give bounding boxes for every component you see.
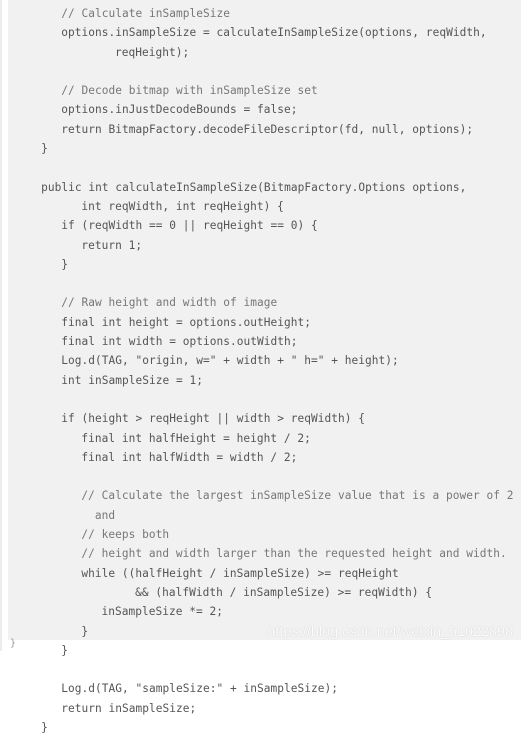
code-line: reqHeight); [114, 45, 190, 59]
code-line: } [41, 142, 48, 156]
code-line: public int calculateInSampleSize(BitmapFactory.Options options, [41, 180, 467, 194]
trailing-brace: } [10, 638, 17, 649]
code-line: && (halfWidth / inSampleSize) >= reqWidth) { [135, 585, 433, 599]
code-line: final int height = options.outHeight; [61, 315, 312, 329]
code-comment-line: // keeps both [81, 528, 170, 542]
code-comment-line: // Raw height and width of image [61, 296, 278, 310]
code-line [8, 62, 518, 81]
code-line: final int width = options.outWidth; [61, 335, 298, 349]
code-comment-line: and [94, 508, 116, 522]
code-line: return inSampleSize; [61, 701, 197, 715]
code-line: int inSampleSize = 1; [61, 373, 204, 387]
code-line: options.inSampleSize = calculateInSampleSize(options, reqWidth, [61, 26, 487, 40]
code-line: Log.d(TAG, "sampleSize:" + inSampleSize); [61, 682, 339, 696]
code-line: if (reqWidth == 0 || reqHeight == 0) { [61, 219, 318, 233]
code-line [8, 467, 518, 486]
code-line [8, 660, 518, 679]
code-line: int reqWidth, int reqHeight) { [81, 199, 284, 213]
code-line: } [81, 624, 89, 638]
code-line: return 1; [81, 238, 143, 252]
code-line: while ((halfHeight / inSampleSize) >= reqHeight [81, 566, 399, 580]
code-line: Log.d(TAG, "origin, w=" + width + " h=" + height); [61, 354, 399, 368]
code-comment-line: // Decode bitmap with inSampleSize set [61, 84, 318, 98]
code-line: final int halfWidth = width / 2; [81, 450, 298, 464]
code-line: return BitmapFactory.decodeFileDescriptor(fd, null, options); [61, 122, 474, 136]
code-block [8, 0, 521, 734]
code-line: inSampleSize *= 2; [101, 605, 224, 619]
watermark-url: https://blog.csdn.net/weixin_51022898 [267, 623, 513, 639]
code-comment-line: // Calculate the largest inSampleSize value that is a power of 2 [81, 489, 514, 503]
code-line [8, 274, 518, 293]
code-line: } [61, 643, 68, 657]
code-line: } [41, 720, 48, 734]
code-line: final int halfHeight = height / 2; [81, 431, 311, 445]
page-left-edge [0, 0, 2, 651]
code-line [8, 390, 518, 409]
code-line [8, 158, 518, 177]
code-line: } [61, 257, 68, 271]
code-line: options.inJustDecodeBounds = false; [61, 103, 298, 117]
code-comment-line: // height and width larger than the requested height and width. [81, 547, 507, 561]
code-comment-line: // Calculate inSampleSize [61, 7, 231, 20]
code-line: if (height > reqHeight || width > reqWidth) { [61, 412, 366, 426]
